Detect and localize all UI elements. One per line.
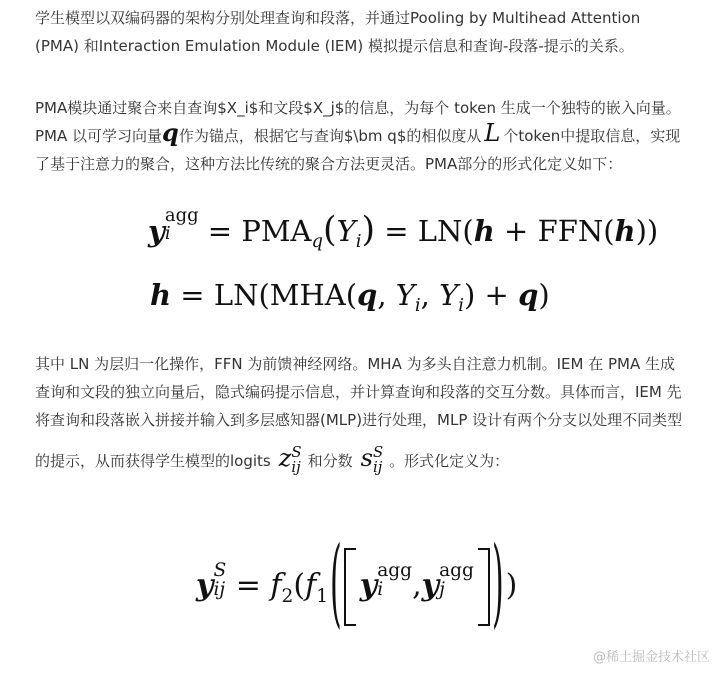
eq1-lhs-superscript: agg bbox=[164, 205, 199, 227]
score-s-superscript: S bbox=[372, 442, 384, 461]
eq3-f1: f bbox=[305, 568, 317, 603]
eq1-pma-subscript: q bbox=[311, 231, 323, 253]
eq2-y-second: Y bbox=[439, 278, 459, 312]
eq1-pma: PMA bbox=[241, 214, 312, 248]
eq3-y-first: y bbox=[359, 568, 378, 603]
eq3-big-open-paren: ( bbox=[330, 528, 342, 641]
eq3-y-second-scripts bbox=[439, 562, 474, 599]
eq3-left-bracket bbox=[344, 548, 356, 626]
eq3-y-first-superscript: agg bbox=[377, 560, 413, 582]
eq3-f1-subscript: 1 bbox=[316, 585, 329, 607]
eq2-h: h bbox=[150, 278, 172, 312]
logits-z-symbol: z bbox=[278, 444, 292, 472]
token-count-l-symbol: L bbox=[484, 119, 501, 147]
paragraph-intro bbox=[35, 4, 712, 60]
eq3-y-second-superscript: agg bbox=[439, 560, 474, 582]
eq2-y-first: Y bbox=[395, 278, 415, 312]
eq1-equals: = bbox=[198, 214, 242, 248]
logits-z-scripts bbox=[291, 442, 302, 476]
eq1-arg-variable: Y bbox=[336, 214, 356, 248]
score-s-subscript: ij bbox=[372, 457, 383, 476]
score-s-scripts bbox=[372, 442, 384, 476]
eq1-lhs-scripts bbox=[165, 207, 199, 243]
paragraph-intro-line-1: 学生模型以双编码器的架构分别处理查询和段落，并通过Pooling by Multihead Attention bbox=[35, 9, 641, 27]
eq2-equals-ln-mha: = LN(MHA( bbox=[171, 278, 358, 312]
eq2-close-plus: ) + bbox=[464, 278, 519, 312]
eq3-y-second: y bbox=[421, 568, 440, 603]
paragraph-iem bbox=[35, 350, 712, 478]
eq3-right-bracket bbox=[478, 548, 490, 626]
eq3-open-1: ( bbox=[293, 568, 306, 603]
eq1-h-first: h bbox=[473, 214, 495, 248]
eq3-big-close-paren: ) bbox=[491, 528, 504, 641]
eq2-y-second-subscript: i bbox=[458, 295, 464, 317]
eq2-end: ) bbox=[538, 278, 550, 312]
paragraph-iem-line-4-part-a: 的提示，从而获得学生模型的logits bbox=[35, 452, 271, 470]
eq3-f2: f bbox=[270, 568, 282, 603]
paragraph-pma-line-2-part-c: 个token中提取信息，实现 bbox=[503, 127, 681, 145]
eq3-f2-subscript: 2 bbox=[281, 585, 294, 607]
eq1-close: )) bbox=[635, 214, 659, 248]
paragraph-intro-line-2: (PMA) 和Interaction Emulation Module (IEM) 模拟提示信息和查询-段落-提示的关系。 bbox=[35, 37, 634, 55]
paragraph-pma-line-1: PMA模块通过聚合来自查询$X_i$和文段$X_j$的信息，为每个 token 生成一个独特的嵌入向量。 bbox=[35, 99, 681, 117]
paragraph-iem-line-4-part-c: 。形式化定义为： bbox=[389, 452, 510, 470]
eq1-arg-close: ) bbox=[361, 210, 376, 250]
paragraph-iem-line-3: 将查询和段落嵌入拼接并输入到多层感知器(MLP)进行处理，MLP 设计有两个分支以处理不同类型 bbox=[35, 411, 683, 429]
eq1-rhs-ln: = LN( bbox=[375, 214, 474, 248]
equation-h-definition bbox=[150, 278, 550, 317]
paragraph-iem-line-1: 其中 LN 为层归一化操作，FFN 为前馈神经网络。MHA 为多头自注意力机制。IEM 在 PMA 生成 bbox=[35, 355, 676, 373]
paragraph-iem-line-4-part-b: 和分数 bbox=[307, 452, 353, 470]
eq3-lhs-scripts bbox=[213, 562, 226, 599]
eq2-y-first-subscript: i bbox=[414, 295, 421, 317]
eq1-lhs-variable: y bbox=[148, 214, 165, 248]
eq3-lhs-variable: y bbox=[196, 568, 214, 603]
eq2-q-first: q bbox=[357, 278, 378, 312]
eq3-y-second-subscript: j bbox=[439, 579, 445, 600]
eq2-comma-1: , bbox=[377, 278, 396, 312]
eq1-plus-ffn: + FFN( bbox=[494, 214, 615, 248]
equation-pma-aggregation bbox=[148, 205, 659, 253]
eq3-close: ) bbox=[505, 568, 518, 603]
score-s-symbol: s bbox=[360, 444, 373, 472]
eq3-lhs-superscript: S bbox=[213, 560, 227, 582]
vector-q-symbol: q bbox=[162, 118, 179, 147]
equation-iem-score bbox=[196, 528, 518, 641]
paragraph-iem-line-4 bbox=[35, 438, 712, 478]
eq3-equals: = bbox=[226, 568, 271, 603]
eq1-lhs-subscript: i bbox=[164, 223, 171, 244]
eq3-lhs-subscript: ij bbox=[213, 579, 226, 600]
eq3-y-first-subscript: i bbox=[377, 579, 384, 600]
eq1-h-second: h bbox=[614, 214, 636, 248]
paragraph-iem-line-2: 查询和文段的独立向量后，隐式编码提示信息，并计算查询和段落的交互分数。具体而言，IEM 先 bbox=[35, 383, 682, 401]
eq1-arg-subscript: i bbox=[355, 231, 362, 253]
logits-z-superscript: S bbox=[291, 442, 302, 461]
watermark: @稀土掘金技术社区 bbox=[592, 650, 710, 665]
logits-z-subscript: ij bbox=[291, 457, 301, 476]
paragraph-pma-line-3: 了基于注意力的聚合，这种方法比传统的聚合方法更灵活。PMA部分的形式化定义如下： bbox=[35, 155, 623, 173]
paragraph-pma bbox=[35, 94, 712, 178]
paragraph-pma-line-2 bbox=[35, 118, 712, 150]
eq3-comma: , bbox=[412, 568, 422, 603]
paragraph-pma-line-2-part-a: PMA 以可学习向量 bbox=[35, 127, 163, 145]
paragraph-pma-line-2-part-b: 作为锚点，根据它与查询$\bm q$的相似度从 bbox=[178, 127, 482, 145]
eq2-comma-2: , bbox=[420, 278, 440, 312]
eq3-y-first-scripts bbox=[377, 562, 412, 599]
eq2-q-second: q bbox=[518, 278, 539, 312]
eq1-arg-open: ( bbox=[323, 210, 337, 250]
